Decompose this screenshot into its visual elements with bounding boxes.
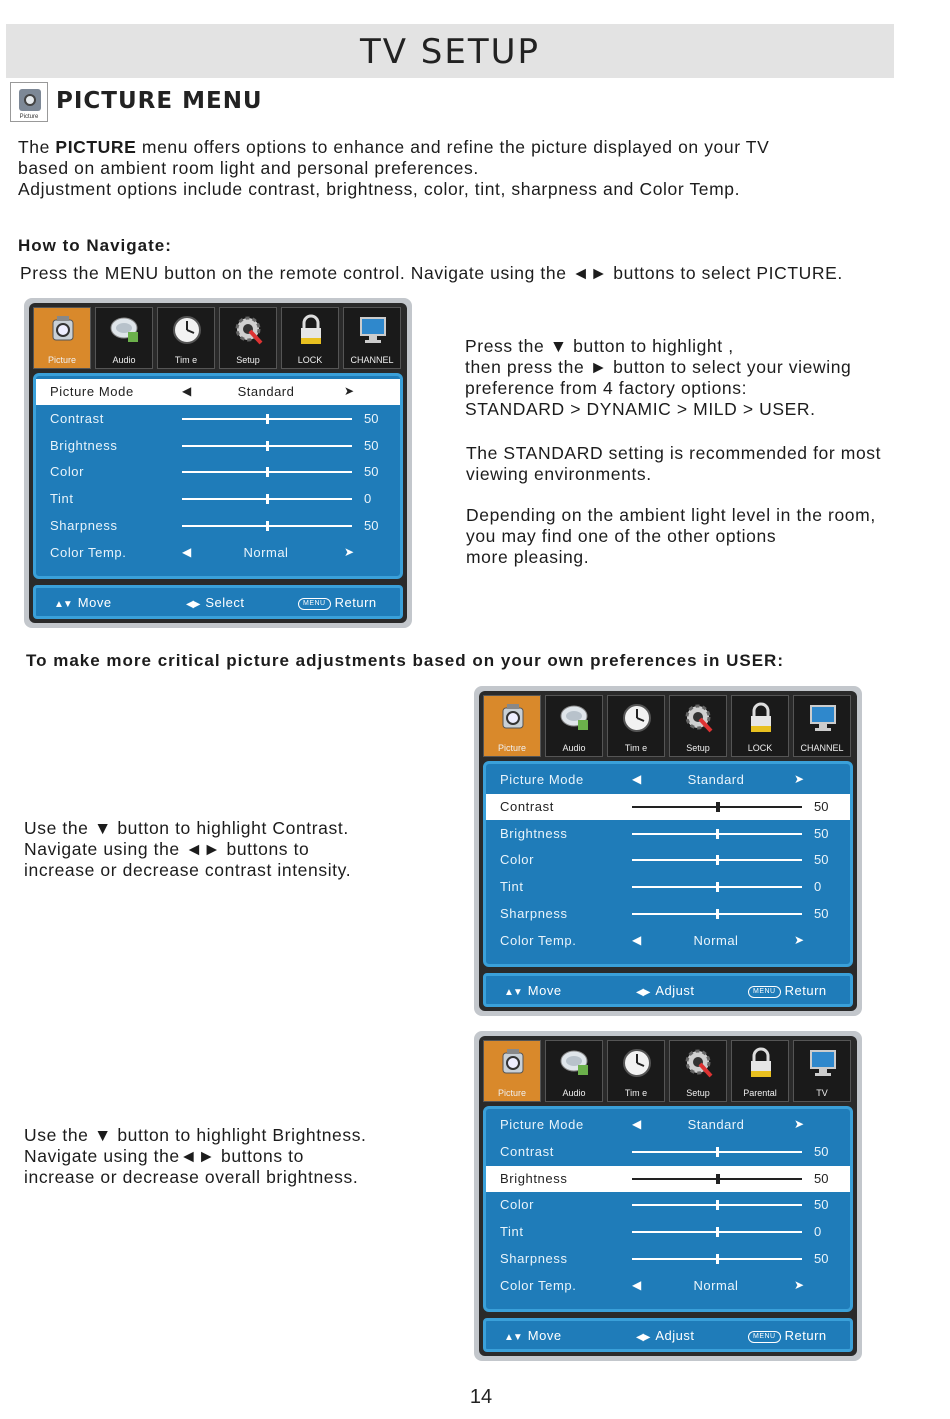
osd-slider-knob[interactable] <box>716 909 719 919</box>
osd-nav-select-label: Adjust <box>655 1328 695 1343</box>
instruction-line: Use the ▼ button to highlight Brightness. <box>24 1125 367 1145</box>
arrow-left-icon[interactable]: ◀ <box>632 1277 642 1292</box>
osd-slider-track[interactable] <box>182 498 352 500</box>
clock-icon <box>622 702 652 734</box>
osd-slider-track[interactable] <box>182 445 352 447</box>
osd-nav-return-label: Return <box>334 595 377 610</box>
osd-tab-time[interactable] <box>157 307 215 369</box>
instruction-line: Depending on the ambient light level in the room, <box>466 505 876 525</box>
osd-nav-return <box>748 983 827 998</box>
osd-slider-knob[interactable] <box>716 802 720 812</box>
arrow-right-icon[interactable]: ➤ <box>794 1117 805 1131</box>
osd-tab-label: Tim e <box>624 743 648 753</box>
camera-icon <box>498 702 528 734</box>
osd-slider-knob[interactable] <box>716 1227 719 1237</box>
osd-slider-knob[interactable] <box>716 1147 719 1157</box>
section-icon-caption: Picture <box>19 114 39 120</box>
osd-tab-label: Setup <box>686 1088 710 1098</box>
instruction-line: Use the ▼ button to highlight Contrast. <box>24 818 349 838</box>
osd-row-label: Color Temp. <box>500 1277 577 1293</box>
osd-tab-time[interactable] <box>607 1040 665 1102</box>
osd-tab-label: Parental <box>743 1088 777 1098</box>
osd-row-color-temp-[interactable] <box>36 540 400 566</box>
osd-row-value: 50 <box>364 464 379 480</box>
osd-row-contrast[interactable] <box>486 794 850 820</box>
contrast-instructions <box>24 818 351 881</box>
section-title: PICTURE MENU <box>56 88 263 114</box>
intro-text: menu offers options to enhance and refine the picture displayed on your TV <box>136 137 770 157</box>
osd-row-label: Tint <box>50 491 74 507</box>
osd-tab-channel[interactable] <box>343 307 401 369</box>
instruction-line: Navigate using the◄► buttons to <box>24 1146 304 1166</box>
osd-menu-list <box>483 761 853 967</box>
osd-row-sharpness[interactable] <box>486 901 850 927</box>
mode-instructions <box>465 336 851 420</box>
osd-row-color-temp-[interactable] <box>486 1273 850 1299</box>
osd-row-option: Standard <box>687 772 745 787</box>
osd-row-label: Picture Mode <box>50 384 134 399</box>
left-right-arrows-icon: ◀▶ <box>636 1332 650 1343</box>
instruction-line: increase or decrease contrast intensity. <box>24 860 352 880</box>
osd-tab-picture[interactable] <box>483 695 541 757</box>
instruction-line: STANDARD > DYNAMIC > MILD > USER. <box>465 399 816 419</box>
osd-tab-label: Audio <box>562 743 586 753</box>
lock-icon <box>746 702 776 734</box>
osd-row-option: Standard <box>687 1117 745 1132</box>
osd-row-value: 50 <box>814 1251 829 1266</box>
osd-tab-audio[interactable] <box>545 695 603 757</box>
osd-tab-setup[interactable] <box>219 307 277 369</box>
camera-icon <box>498 1047 528 1079</box>
osd-row-value: 50 <box>364 410 379 426</box>
osd-slider-track[interactable] <box>632 833 802 835</box>
osd-row-label: Picture Mode <box>500 772 584 787</box>
osd-tab-label: CHANNEL <box>800 743 844 753</box>
osd-row-label: Sharpness <box>500 1251 568 1266</box>
intro-bold-text: PICTURE <box>55 137 137 157</box>
speaker-icon <box>560 1047 590 1079</box>
osd-nav-move <box>54 595 112 610</box>
osd-row-value: 0 <box>814 1224 822 1240</box>
menu-key-icon: MENU <box>748 1331 781 1343</box>
osd-slider-knob[interactable] <box>716 829 719 839</box>
lock-icon <box>296 314 326 346</box>
osd-row-brightness[interactable] <box>486 821 850 847</box>
arrow-right-icon[interactable]: ➤ <box>344 384 355 398</box>
osd-slider-knob[interactable] <box>716 1254 719 1264</box>
osd-slider-track[interactable] <box>632 1151 802 1153</box>
osd-slider-track[interactable] <box>182 471 352 473</box>
osd-row-label: Color <box>500 852 535 868</box>
osd-tab-label: Audio <box>562 1088 586 1098</box>
intro-text: The <box>18 137 56 157</box>
osd-slider-track[interactable] <box>632 859 802 861</box>
osd-row-label: Color <box>50 464 85 480</box>
osd-slider-knob[interactable] <box>266 414 269 424</box>
osd-row-value: 0 <box>814 879 822 895</box>
osd-tab-label: Setup <box>236 355 260 365</box>
osd-tab-audio[interactable] <box>95 307 153 369</box>
arrow-left-icon[interactable]: ◀ <box>632 932 642 947</box>
osd-row-label: Picture Mode <box>500 1117 584 1132</box>
osd-nav-select <box>636 1328 695 1343</box>
osd-row-contrast[interactable] <box>486 1139 850 1165</box>
osd-row-picture-mode[interactable] <box>36 379 400 405</box>
osd-tab-lock[interactable] <box>281 307 339 369</box>
osd-nav-select <box>186 595 245 610</box>
osd-row-value: 50 <box>364 518 379 533</box>
left-right-arrows-icon: ◀▶ <box>636 987 650 998</box>
page-number: 14 <box>469 1386 493 1408</box>
ambient-light-note <box>466 505 876 568</box>
osd-tab-label: Picture <box>47 355 76 365</box>
tv-osd-brightness <box>474 1031 862 1361</box>
osd-row-brightness[interactable] <box>36 433 400 459</box>
arrow-left-icon[interactable]: ◀ <box>182 544 192 559</box>
arrow-right-icon[interactable]: ➤ <box>344 544 355 559</box>
osd-nav-select <box>636 983 695 998</box>
navigate-text: Press the MENU button on the remote control. Navigate using the ◄► buttons to select PICTURE. <box>20 263 843 283</box>
arrow-right-icon[interactable]: ➤ <box>794 772 805 786</box>
osd-row-label: Sharpness <box>500 906 568 921</box>
osd-slider-knob[interactable] <box>716 1200 719 1210</box>
osd-slider-knob[interactable] <box>716 882 719 892</box>
osd-nav-bar <box>483 973 853 1007</box>
osd-nav-return <box>748 1328 827 1343</box>
osd-nav-select-label: Adjust <box>655 983 695 998</box>
osd-tab-time[interactable] <box>607 695 665 757</box>
osd-tab-label: Tim e <box>624 1088 648 1098</box>
osd-slider-track[interactable] <box>182 525 352 527</box>
osd-slider-knob[interactable] <box>266 521 269 531</box>
osd-row-brightness[interactable] <box>486 1166 850 1192</box>
instruction-line: more pleasing. <box>466 547 590 567</box>
osd-tab-label: Tim e <box>174 355 198 365</box>
clock-icon <box>172 314 202 346</box>
osd-nav-bar <box>483 1318 853 1352</box>
instruction-line: The STANDARD setting is recommended for most <box>466 443 882 463</box>
menu-key-icon: MENU <box>748 986 781 998</box>
instruction-line: you may find one of the other options <box>466 526 777 546</box>
gear-wrench-icon <box>684 702 714 734</box>
osd-tab-label: CHANNEL <box>350 355 394 365</box>
osd-slider-track[interactable] <box>632 913 802 915</box>
tv-osd-picture-menu <box>24 298 412 628</box>
osd-menu-list <box>33 373 403 579</box>
osd-tab-setup[interactable] <box>669 695 727 757</box>
up-down-arrows-icon: ▲▼ <box>504 987 522 998</box>
gear-wrench-icon <box>234 314 264 346</box>
instruction-line: increase or decrease overall brightness. <box>24 1167 359 1187</box>
user-adjust-heading: To make more critical picture adjustments based on your own preferences in USER: <box>26 651 784 670</box>
osd-row-label: Tint <box>500 1224 524 1240</box>
osd-tab-label: LOCK <box>747 743 773 753</box>
arrow-right-icon[interactable]: ➤ <box>794 932 805 947</box>
brightness-instructions <box>24 1125 367 1188</box>
osd-tab-parental[interactable] <box>731 1040 789 1102</box>
tv-osd-contrast <box>474 686 862 1016</box>
osd-row-tint[interactable] <box>486 1219 850 1245</box>
up-down-arrows-icon: ▲▼ <box>504 1332 522 1343</box>
osd-row-label: Color Temp. <box>500 932 577 948</box>
osd-row-tint[interactable] <box>36 486 400 512</box>
osd-tab-bar <box>33 307 403 369</box>
osd-row-option: Normal <box>243 544 289 560</box>
osd-nav-return-label: Return <box>784 1328 827 1343</box>
instruction-line: Press the ▼ button to highlight , <box>465 336 734 356</box>
osd-menu-list <box>483 1106 853 1312</box>
osd-slider-knob[interactable] <box>716 855 719 865</box>
osd-tab-bar <box>483 695 853 757</box>
osd-row-contrast[interactable] <box>36 406 400 432</box>
osd-row-label: Brightness <box>500 1170 568 1186</box>
osd-row-label: Brightness <box>500 825 568 841</box>
osd-nav-move-label: Move <box>77 595 112 610</box>
osd-row-color[interactable] <box>486 1192 850 1218</box>
monitor-icon <box>358 314 388 346</box>
osd-slider-knob[interactable] <box>266 441 269 451</box>
osd-row-label: Color <box>500 1197 535 1213</box>
instruction-line: then press the ► button to select your viewing <box>465 357 852 377</box>
lock-icon <box>746 1047 776 1079</box>
osd-row-value: 50 <box>814 1197 829 1213</box>
picture-section-icon <box>10 82 48 122</box>
instruction-line: preference from 4 factory options: <box>465 378 748 398</box>
page-title: TV SETUP <box>359 32 541 72</box>
intro-text: Adjustment options include contrast, brightness, color, tint, sharpness and Color Temp. <box>18 179 741 199</box>
osd-frame <box>29 303 407 623</box>
osd-row-sharpness[interactable] <box>486 1246 850 1272</box>
standard-recommendation <box>466 443 881 485</box>
instruction-line: viewing environments. <box>466 464 652 484</box>
osd-slider-knob[interactable] <box>716 1174 720 1184</box>
left-right-arrows-icon: ◀▶ <box>186 599 200 610</box>
osd-row-color[interactable] <box>486 847 850 873</box>
intro-paragraph <box>18 137 769 200</box>
arrow-left-icon[interactable]: ◀ <box>632 772 642 786</box>
osd-nav-move-label: Move <box>527 1328 562 1343</box>
osd-row-label: Color Temp. <box>50 544 127 560</box>
osd-tab-label: Setup <box>686 743 710 753</box>
osd-tab-label: Picture <box>497 1088 526 1098</box>
osd-row-tint[interactable] <box>486 874 850 900</box>
osd-tab-lock[interactable] <box>731 695 789 757</box>
osd-nav-bar <box>33 585 403 619</box>
arrow-right-icon[interactable]: ➤ <box>794 1277 805 1292</box>
osd-row-value: 50 <box>814 825 829 841</box>
osd-tab-label: TV <box>816 1088 828 1098</box>
osd-nav-move <box>504 1328 562 1343</box>
osd-tab-picture[interactable] <box>483 1040 541 1102</box>
osd-tab-channel[interactable] <box>793 695 851 757</box>
osd-tab-label: Audio <box>112 355 136 365</box>
monitor-icon <box>808 702 838 734</box>
intro-text: based on ambient room light and personal preferences. <box>18 158 479 178</box>
camera-icon <box>48 314 78 346</box>
osd-nav-return-label: Return <box>784 983 827 998</box>
osd-row-label: Sharpness <box>50 518 118 533</box>
osd-slider-knob[interactable] <box>266 467 269 477</box>
osd-tab-tv[interactable] <box>793 1040 851 1102</box>
osd-row-color[interactable] <box>36 459 400 485</box>
osd-row-option: Normal <box>693 1277 739 1293</box>
up-down-arrows-icon: ▲▼ <box>54 599 72 610</box>
osd-tab-label: Picture <box>497 743 526 753</box>
osd-row-picture-mode[interactable] <box>486 767 850 793</box>
osd-tab-label: LOCK <box>297 355 323 365</box>
clock-icon <box>622 1047 652 1079</box>
arrow-left-icon[interactable]: ◀ <box>632 1117 642 1131</box>
osd-row-value: 50 <box>814 1170 829 1186</box>
arrow-left-icon[interactable]: ◀ <box>182 384 192 398</box>
osd-slider-knob[interactable] <box>266 494 269 504</box>
osd-frame <box>479 1036 857 1356</box>
osd-row-value: 50 <box>814 1143 829 1159</box>
header-bar <box>6 24 894 78</box>
osd-row-color-temp-[interactable] <box>486 928 850 954</box>
speaker-icon <box>560 702 590 734</box>
navigate-heading: How to Navigate: <box>18 236 172 255</box>
osd-row-value: 0 <box>364 491 372 507</box>
osd-row-value: 50 <box>814 852 829 868</box>
osd-row-label: Contrast <box>500 798 554 814</box>
osd-row-label: Tint <box>500 879 524 895</box>
osd-row-label: Brightness <box>50 437 118 453</box>
osd-tab-setup[interactable] <box>669 1040 727 1102</box>
osd-tab-picture[interactable] <box>33 307 91 369</box>
osd-nav-return <box>298 595 377 610</box>
osd-nav-select-label: Select <box>205 595 245 610</box>
gear-wrench-icon <box>684 1047 714 1079</box>
camera-lens-icon <box>24 94 36 106</box>
osd-row-value: 50 <box>814 798 829 814</box>
osd-row-value: 50 <box>364 437 379 453</box>
osd-row-label: Contrast <box>500 1143 554 1159</box>
osd-row-sharpness[interactable] <box>36 513 400 539</box>
menu-key-icon: MENU <box>298 598 331 610</box>
osd-frame <box>479 691 857 1011</box>
osd-slider-track[interactable] <box>632 886 802 888</box>
monitor-icon <box>808 1047 838 1079</box>
osd-tab-bar <box>483 1040 853 1102</box>
osd-slider-track[interactable] <box>632 1178 802 1180</box>
osd-row-option: Standard <box>237 384 295 399</box>
osd-slider-track[interactable] <box>182 418 352 420</box>
osd-nav-move-label: Move <box>527 983 562 998</box>
osd-slider-track[interactable] <box>632 1231 802 1233</box>
osd-tab-audio[interactable] <box>545 1040 603 1102</box>
osd-slider-track[interactable] <box>632 1204 802 1206</box>
osd-nav-move <box>504 983 562 998</box>
osd-row-option: Normal <box>693 932 739 948</box>
osd-slider-track[interactable] <box>632 1258 802 1260</box>
osd-row-value: 50 <box>814 906 829 921</box>
instruction-line: Navigate using the ◄► buttons to <box>24 839 310 859</box>
osd-row-picture-mode[interactable] <box>486 1112 850 1138</box>
osd-slider-track[interactable] <box>632 806 802 808</box>
osd-row-label: Contrast <box>50 410 104 426</box>
speaker-icon <box>110 314 140 346</box>
